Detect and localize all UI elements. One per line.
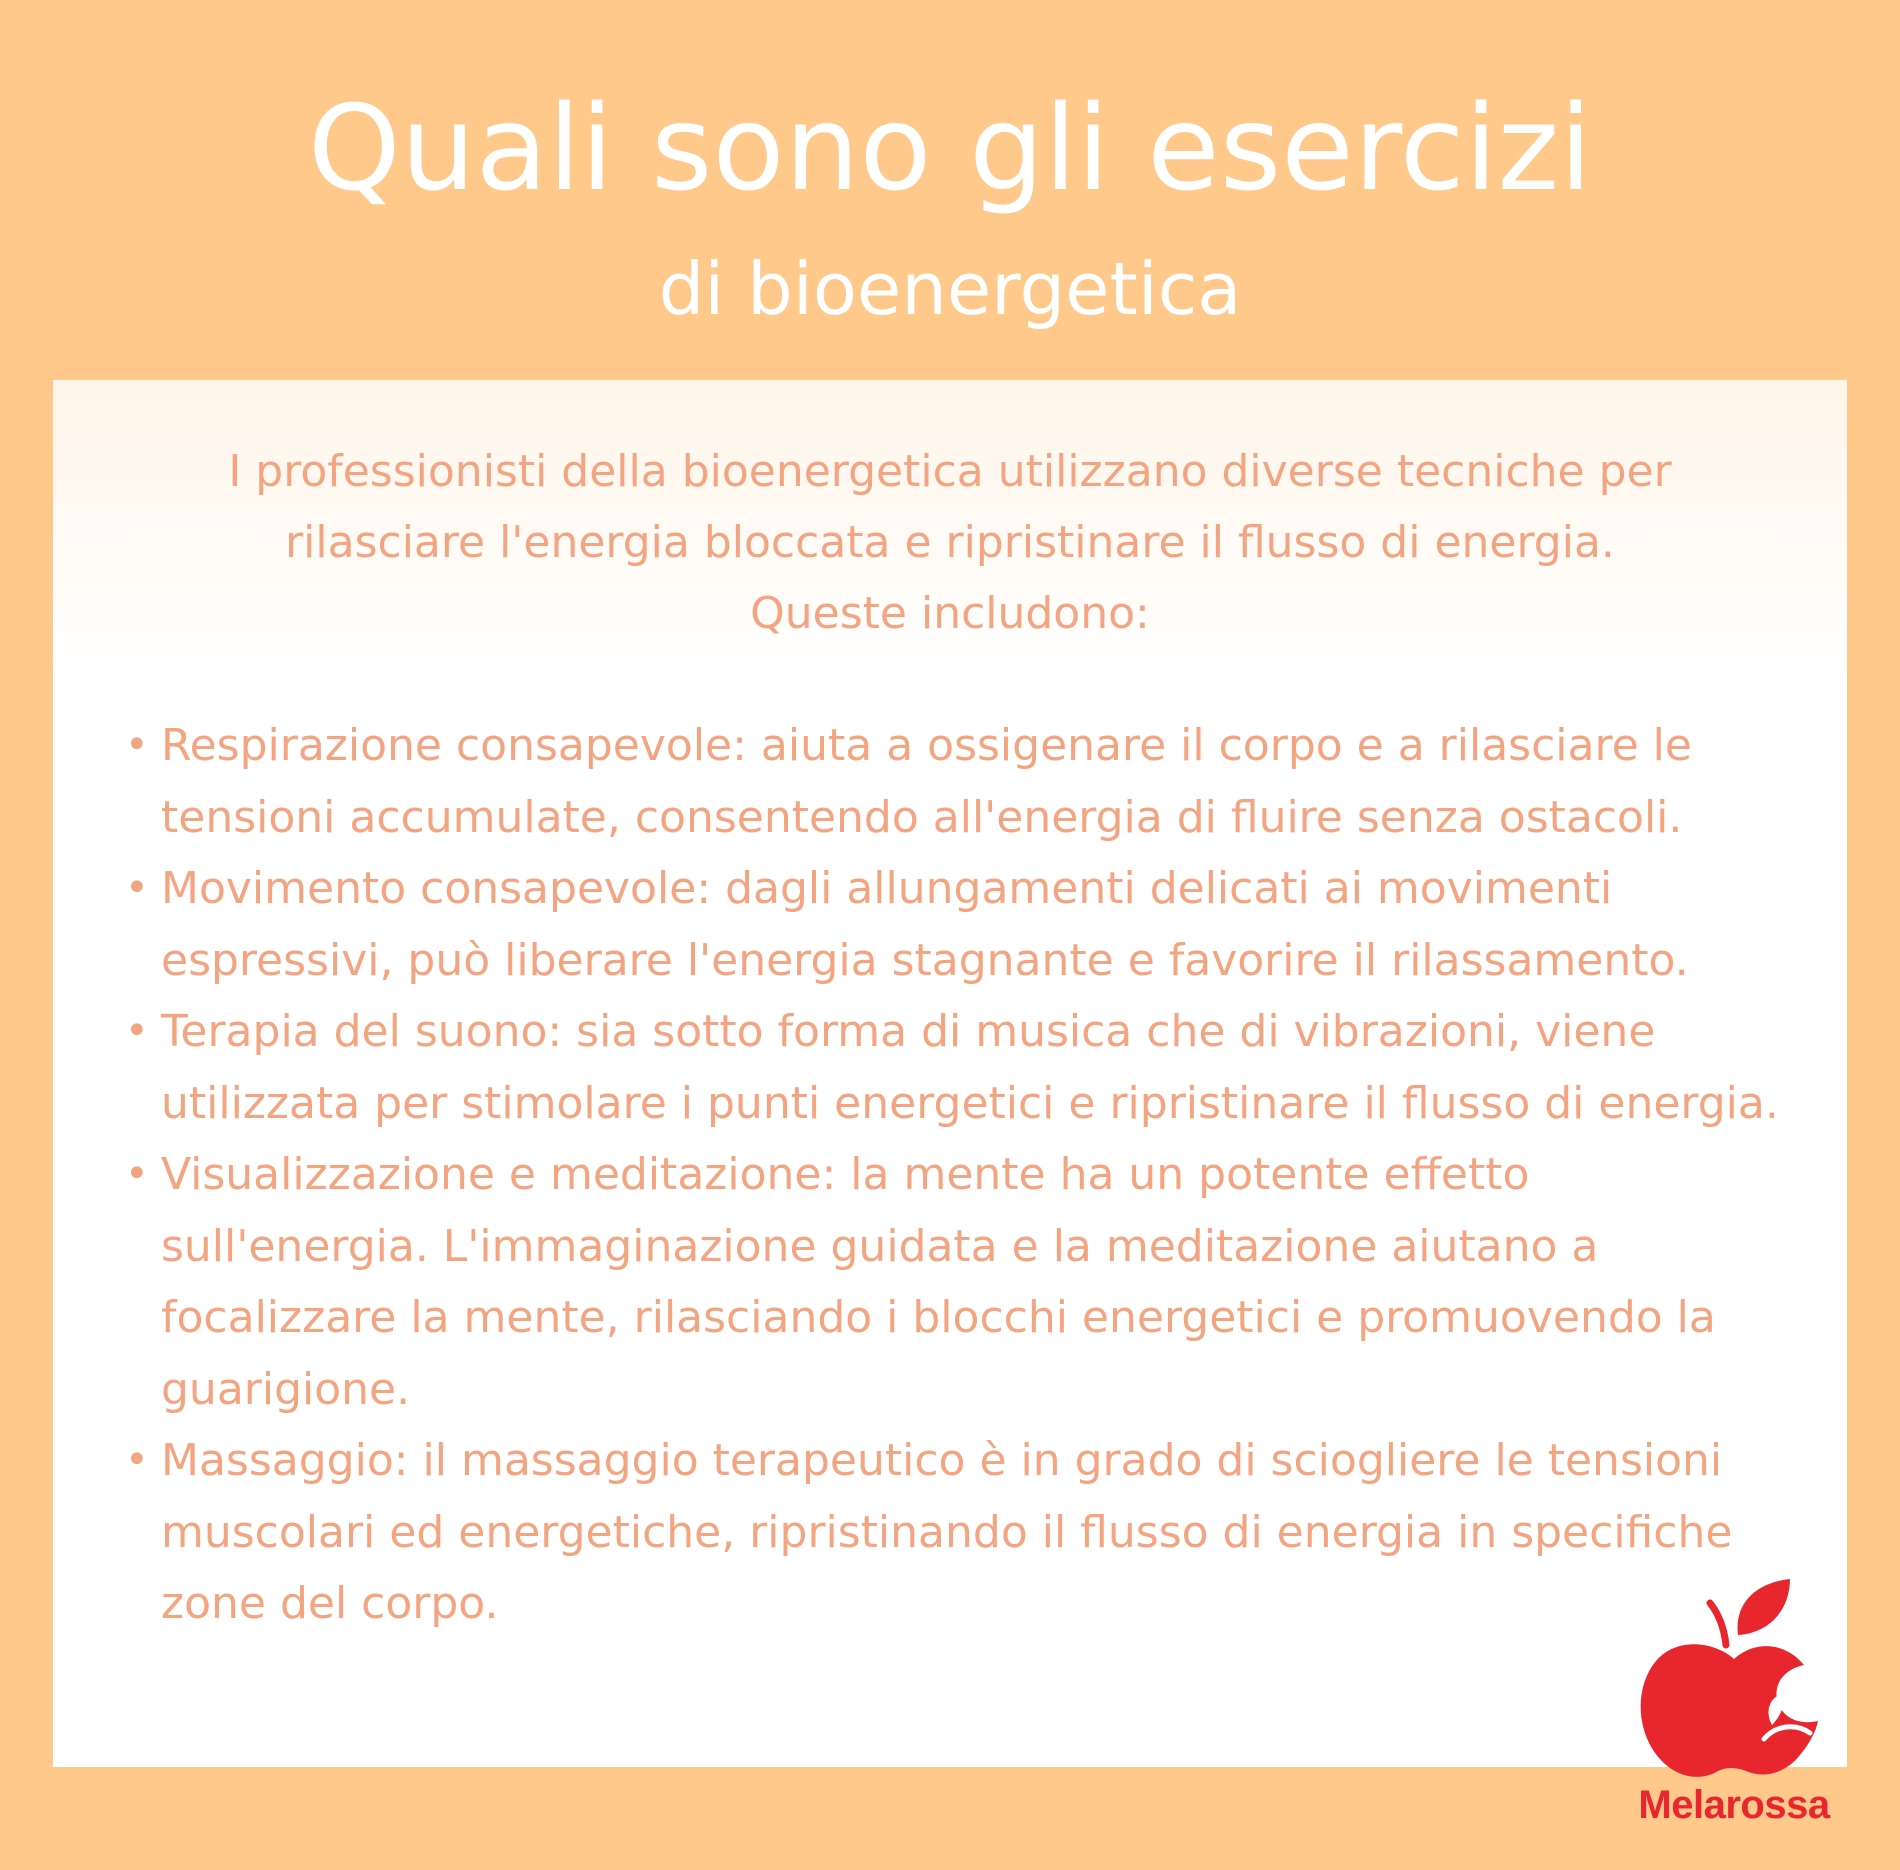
technique-text: Movimento consapevole: dagli allungamenti delicati ai movimenti espressivi, può liberare l'energia stagnante e favorire il rilassamento. (161, 863, 1689, 986)
brand-name: Melarossa (1638, 1783, 1830, 1827)
intro-line: I professionisti della bioenergetica utilizzano diverse tecniche per (228, 446, 1672, 497)
bullet-icon: • (125, 1437, 149, 1483)
apple-icon (1614, 1575, 1854, 1785)
bullet-icon: • (125, 1008, 149, 1054)
list-item (125, 996, 1805, 1139)
list-item (125, 853, 1805, 996)
list-item (125, 1139, 1805, 1425)
content-card (53, 380, 1847, 1767)
bullet-icon: • (125, 1151, 149, 1197)
technique-text: Respirazione consapevole: aiuta a ossigenare il corpo e a rilasciare le tensioni accumulate, consentendo all'energia di fluire senza ostacoli. (161, 720, 1692, 843)
intro-text (53, 436, 1847, 649)
intro-line: Queste includono: (750, 588, 1150, 639)
page-title: Quali sono gli esercizi (307, 79, 1593, 217)
header (0, 0, 1900, 380)
brand-logo (1614, 1575, 1854, 1845)
techniques-list (125, 710, 1805, 1640)
technique-text: Terapia del suono: sia sotto forma di musica che di vibrazioni, viene utilizzata per stimolare i punti energetici e ripristinare il flusso di energia. (161, 1006, 1779, 1129)
bullet-icon: • (125, 865, 149, 911)
page-subtitle: di bioenergetica (658, 247, 1242, 331)
list-item (125, 710, 1805, 853)
technique-text: Massaggio: il massaggio terapeutico è in grado di sciogliere le tensioni muscolari ed energetiche, ripristinando il flusso di energia in specifiche zone del corpo. (161, 1435, 1733, 1629)
technique-text: Visualizzazione e meditazione: la mente ha un potente effetto sull'energia. L'immaginazione guidata e la meditazione aiutano a focalizzare la mente, rilasciando i blocchi energetici e promuovendo la guarigione. (161, 1149, 1716, 1415)
bullet-icon: • (125, 722, 149, 768)
list-item (125, 1425, 1805, 1640)
intro-line: rilasciare l'energia bloccata e ripristinare il flusso di energia. (285, 517, 1615, 568)
